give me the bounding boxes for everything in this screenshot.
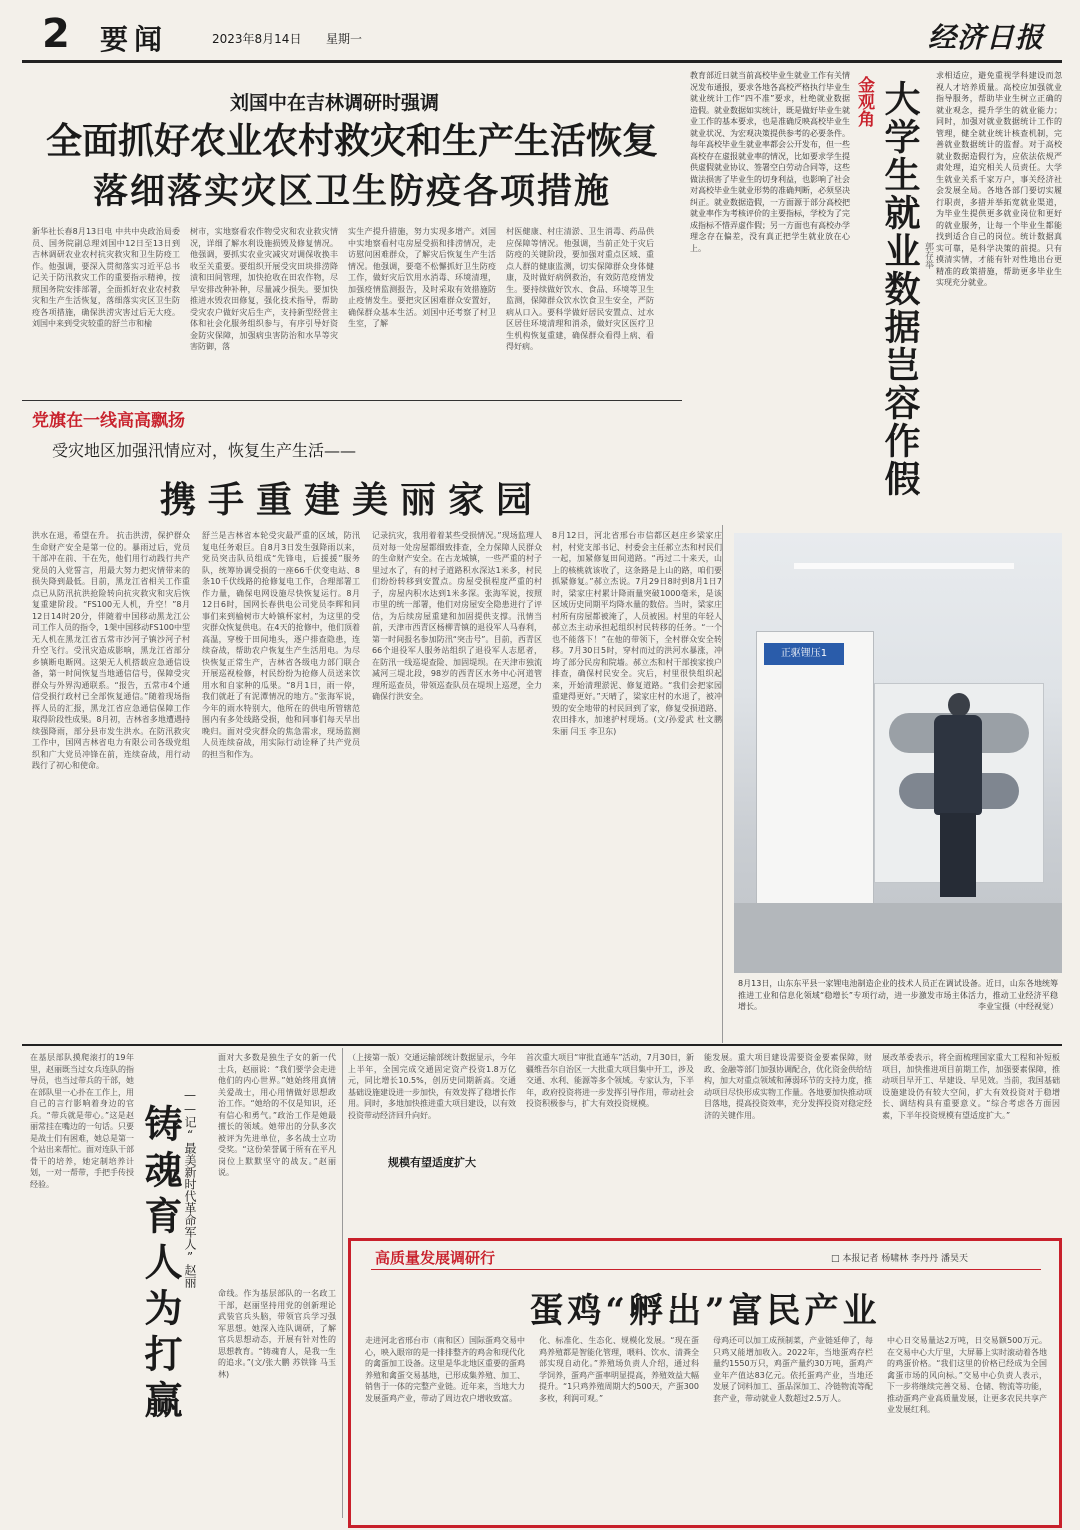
feature-headline: 蛋鸡“孵出”富民产业 [529, 1291, 881, 1331]
machine-housing [756, 631, 874, 911]
party-banner: 党旗在一线高高飘扬 [32, 411, 185, 431]
middle-col-3: 能发展。重大项目建设需要资金要素保障，财政、金融等部门加强协调配合，优化资金供给结构，加大对重点领域和薄弱环节的支持力度，推动项目尽快形成实物工作量。各地要加快推动项目落地，提高投资效率，充分发挥投资对稳定经济的关键作用。 [704, 1053, 872, 1120]
middle-bottom-story [348, 1048, 1062, 1236]
bottom-left-divider [342, 1048, 343, 1518]
commentary-author: 郭存举 [923, 242, 933, 269]
lead-col-2: 树市，实地察看农作物受灾和农业救灾情况，详细了解水利设施损毁及修复情况。他强调，要抓实农业灾减灾对调保收换丰收至关重要。要组织开展受灾田块排涝降渍和田间管理，加快抢收在田农作物，尽早安排改种补种，尽量减少损失。要加快推进水毁农田修复，强化技术指导，帮助受灾农户做好灾后生产，支持新型经营主体和社会化服务组织参与，有序引导好资金防灾保障，加强病虫害防治和水旱等灾害防御，落 [190, 227, 338, 351]
party-col-3: 记录抗灾，我用着着某些受损情况。”现场监理人员对每一处房屋都细致排查，全力保障人民群众的生命财产安全。在古龙城镇，一些严重的村子里过水了，有的村子道路积水深达1米多，村民们纷纷转移到安置点。房屋受损程度严重的村子，房屋内积水达到1米多深。张海军说，按照市里的统一部署，他们对房屋安全隐患进行了评估，为后续房屋重建和加固提供支撑。汛情当前，天津市西青区杨柳青镇的退役军人马春利，第一时间报名参加防汛“突击号”。目前，西青区66个退役军人服务站组织了退役军人志愿者，在防汛一线巡堤查险、加固堤坝。在天津市独流减河三堤北段，98岁的西青区水务中心河道管理所巡查员，带领巡查队员在堤坝上巡逻，全力确保行洪安全。 [372, 531, 542, 701]
newspaper-logo: 经济日报 [928, 21, 1045, 54]
bottom-left-col-3: 命线。作为基层部队的一名政工干部，赵丽坚持用党的创新理论武装官兵头脑，带领官兵学习强军思想。她深入连队调研，了解官兵思想动态，开展有针对性的思想教育。“铸魂育人，是我一生的追求。”(文/张大鹏 苏铁锋 马玉林) [218, 1289, 336, 1379]
feature-col-4: 中心日交易量达2万吨，日交易额500万元。在交易中心大厅里，大屏幕上实时滚动着各地的鸡蛋价格。“我们这里的价格已经成为全国禽蛋市场的风向标。”交易中心负责人表示，下一步将继续完善交易、仓储、物流等功能，推动蛋鸡产业高质量发展，让更多农民共享产业发展红利。 [887, 1336, 1047, 1414]
weekday: 星期一 [326, 32, 363, 46]
machine-base [734, 903, 1062, 973]
issue-date: 2023年8月14日 [212, 32, 302, 46]
feature-col-1: 走进河北省邢台市（南和区）国际蛋鸡交易中心，映入眼帘的是一排排整齐的鸡舍和现代化的禽蛋加工设备。这里是华北地区重要的蛋鸡养殖和禽蛋交易基地，已形成集养殖、加工、销售于一体的完整产业链。近年来，当地大力发展蛋鸡产业，带动了周边农户增收致富。 [365, 1336, 525, 1403]
lead-col-1: 新华社长春8月13日电 中共中央政治局委员、国务院副总理刘国中12日至13日到吉林调研农业农村抗灾救灾和卫生防疫工作。他强调，要深入贯彻落实习近平总书记关于防汛救灾工作的重要指示精神，按照国务院安排部署，全面抓好农业农村救灾和生产生活恢复，落细落实灾区卫生防疫各项措施，确保洪涝灾害过后无大疫。刘国中来到受灾较重的舒兰市和榆 [32, 227, 180, 328]
middle-subhead: 规模有望适度扩大 [388, 1156, 476, 1169]
photo-credit: 李业宝摄（中经视觉） [978, 1002, 1058, 1011]
party-kicker: 受灾地区加强汛情应对，恢复生产生活—— [52, 441, 357, 460]
party-col-1: 洪水在退，希望在升。 抗击洪涝，保护群众生命财产安全是第一位的。暴雨过后，党员干部冲在前、干在先，他们用行动践行共产党员的入党誓言，用最大努力把灾情带来的损失降到最低。目前，黑龙江省相关工作重点已从防汛抗洪抢险转向抗灾救灾和灾后恢复重建阶段。“FS100无人机，升空！”8月12日14时20分，伴随着中国移动黑龙江公司工作人员的指令，1架中国移动FS100中型无人机在黑龙江省五常市沙河子镇沙河子村升空飞行。受汛灾造成影响，黑龙江省部分乡镇断电断网。这架无人机搭载应急通信设备，第一时间恢复当地通信信号，保障受灾群众与外界沟通联系。“报告，五常市4个通信受损行政村已全部恢复通信。”随着现场指挥人员的汇报，黑龙江省应急通信保障工作取得阶段性成果。8月初，吉林省多地遭遇持续强降雨，部分县市发生洪水。在防汛救灾工作中，国网吉林省电力有限公司各级党组织和广大党员冲锋在前，连续奋战，用行动践行了初心和使命。 [32, 531, 190, 770]
lead-kicker: 刘国中在吉林调研时强调 [230, 92, 440, 114]
commentary [690, 66, 1062, 532]
feature-banner: 高质量发展调研行 [375, 1249, 496, 1267]
factory-photo [734, 533, 1062, 973]
bottom-left-story [22, 1048, 340, 1518]
middle-col-4: 展改革委表示，将全面梳理国家重大工程和补短板项目，加快推进项目前期工作，加强要素保障，推动项目早开工、早建设、早见效。当前，我国基础设施建设仍有较大空间，扩大有效投资对于稳增长、调结构具有重要意义。“综合考虑各方面因素，下半年投资规模有望适度扩大。” [882, 1053, 1060, 1120]
lead-headline-2: 落细落实灾区卫生防疫各项措施 [92, 172, 611, 212]
lead-bottom-rule [22, 400, 682, 401]
commentary-headline: 大学生就业数据岂容作假 [879, 80, 921, 498]
middle-col-1: （上接第一版）交通运输部统计数据显示，今年上半年，全国完成交通固定资产投资1.8万亿元，同比增长10.5%，创历史同期新高。交通基础设施建设进一步加快，有效发挥了稳增长作用。同时，多地加快推进重大项目建设，以有效投资带动经济回升向好。 [348, 1053, 516, 1120]
lead-col-4: 村医健康、村庄清淤、卫生消毒、药品供应保障等情况。他强调，当前正处于灾后防疫的关键阶段，要加强对重点区域、重点人群的健康监测，切实保障群众身体健康，及时做好病例救治，有效防范疫情发生。要持续做好饮水、食品、环境等卫生监测，保障群众饮水饮食卫生安全，严防病从口入。要科学做好居民安置点、过水区居住环境清理和消杀，做好灾区医疗卫生机构恢复重建，确保群众看得上病、看得好病。 [506, 227, 654, 351]
bottom-left-headline: 铸魂育人为打赢 [138, 1104, 183, 1426]
worker-body [934, 715, 982, 815]
photo-caption [738, 978, 1058, 1030]
lead-headline-1: 全面抓好农业农村救灾和生产生活恢复 [45, 121, 658, 162]
lead-col-3: 实生产提升措施，努力实现多增产。刘国中实地察看村屯房屋受损和排涝情况，走访慰问困难群众，了解灾后恢复生产生活情况。他强调，要毫不松懈抓好卫生防疫工作，做好灾后饮用水消毒、环境清理，加强疫情监测报告，及时采取有效措施防止疫情发生。要把灾区困难群众安置好，确保群众基本生活。刘国中还考察了村卫生室，了解 [348, 227, 496, 328]
feature-col-3: 母鸡还可以加工成预制菜，产业链延伸了，每只鸡又能增加收入。2022年，当地蛋鸡存栏量约1550万只，鸡蛋产量约30万吨，蛋鸡产业年产值达83亿元。依托蛋鸡产业，当地还发展了饲料加工、蛋品深加工、冷链物流等配套产业，带动就业人数超过2.5万人。 [713, 1336, 873, 1403]
section-name: 要闻 [100, 23, 169, 56]
party-story [22, 402, 732, 1042]
masthead [0, 0, 1080, 62]
commentary-col-2: 求相适应，避免重视学科建设而忽视人才培养质量。高校应加强就业指导服务，帮助毕业生树立正确的就业观念，提升学生的就业能力；同时，加强对就业数据统计工作的管理，健全就业统计核查机制，完善就业数据统计的监督。对于高校就业数据造假行为，应依法依规严肃处理，追究相关人员责任。大学生就业关系千家万户，事关经济社会发展全局。各地各部门要切实履行职责，多措并举拓宽就业渠道，为毕业生提供更多就业岗位和更好的就业服务，让每一个毕业生都能找到适合自己的岗位。统计数据真实可靠，是科学决策的前提。只有摸清实情，才能有针对性地出台更精准的政策措施，帮助更多毕业生实现充分就业。 [936, 71, 1062, 287]
machine-sign: 正驱锂压1 [764, 643, 844, 665]
feature-box [348, 1238, 1062, 1528]
feature-banner-rule [371, 1269, 1041, 1270]
commentary-tag: 金观角 [854, 76, 874, 127]
feature-byline: □ 本报记者 杨啸林 李丹丹 潘昊天 [831, 1254, 968, 1264]
worker-head [948, 693, 970, 717]
party-col-4: 8月12日，河北省邢台市信都区赵庄乡梁家庄村，村党支部书记、村委会主任郝立杰和村民们一起，加紧修复田间道路。“再过二十来天，山上的核桃就该收了，这条路是上山的路，咱们要抓紧修复。”郝立杰说。7月29日8时到8月1日7时，梁家庄村累计降雨量突破1000毫米，是该区域历史同期平均降水量的数倍。当时，梁家庄村所有房屋都被淹了，人员被困。村里的年轻人郝立杰主动承担起组织村民转移的任务。“一个也不能落下！”在他的带领下，全村群众安全转移。7月30日5时，穿村而过的洪河水暴涨，冲垮了部分民房和院墙。郝立杰和村干部挨家挨户排查，确保村民安全。灾后，村里很快组织起来，开始清理淤泥、修复道路。“我们会把家园重建得更好。”天晴了，梁家庄村的水退了，被冲毁的安全地带的村民回到了家，修复受损道路、农田排水，加速护村现场。(文/孙爱武 杜文鹏 朱丽 闫玉 李卫东) [552, 531, 722, 736]
page-number: 2 [42, 11, 70, 57]
upper-lower-rule [22, 1044, 1062, 1046]
bottom-left-subhead: ——记“最美新时代革命军人”赵丽 [183, 1088, 197, 1288]
middle-col-2: 首次重大项目“审批直通车”活动，7月30日，新疆维吾尔自治区一大批重大项目集中开工，涉及交通、水利、能源等多个领域。专家认为，下半年，政府投资将进一步发挥引导作用，带动社会投资积极参与，扩大有效投资规模。 [526, 1053, 694, 1108]
bottom-left-col-2: 面对大多数是独生子女的新一代士兵，赵丽说：“我们要学会走进他们的内心世界。”她始终用真情关爱战士，用心用情做好思想政治工作。“她给的不仅是知识，还有信心和勇气。”政治工作是她最擅长的领域。她带出的分队多次被评为先进单位，多名战士立功受奖。“这份荣誉属于所有在平凡岗位上默默坚守的战友。”赵丽说。 [218, 1053, 336, 1177]
party-col-divider [722, 525, 723, 1043]
lead-story [22, 66, 682, 401]
bottom-left-col-1: 在基层部队摸爬滚打的19年里，赵丽既当过女兵连队的指导员，也当过带兵的干部，她在部队里一心扑在工作上，用自己的言行影响着身边的官兵。“带兵就是带心。”这是赵丽常挂在嘴边的一句话。只要是战士们有困难，她总是第一个站出来帮忙。面对连队干部骨干的培养，她定制培养计划，一对一帮带，手把手传授经验。 [30, 1053, 134, 1189]
party-headline: 携手重建美丽家园 [159, 479, 544, 521]
feature-col-2: 化、标准化、生态化、规模化发展。“现在蛋鸡养殖都是智能化管理，喂料、饮水、清粪全部实现自动化。”养殖场负责人介绍，通过科学饲养，蛋鸡产蛋率明显提高，养殖效益大幅提升。“1只鸡养殖周期大约500天，产蛋300多枚，利润可观。” [539, 1336, 699, 1403]
middle-col-1b [348, 1174, 516, 1230]
photo-caption-text: 8月13日，山东东平县一家锂电池制造企业的技术人员正在调试设备。近日，山东各地统筹推进工业和信息化领域“稳增长”专项行动，进一步激发市场主体活力，推动工业经济平稳增长。 [738, 979, 1058, 1011]
worker-legs [940, 813, 976, 897]
ceiling-light [794, 563, 1014, 569]
masthead-rule [22, 60, 1062, 63]
party-col-2: 舒兰是吉林省本轮受灾最严重的区域，防汛复电任务艰巨。自8月3日发生强降雨以来，党员突击队员组成“先锋电，后援援”服务队，统筹协调受损的一座66千伏变电站、8条10千伏线路的抢修复电工作，合理部署工作力量，确保电网设施尽快恢复运行。8月12日6时，国网长春供电公司党员李辉和同事们来到榆树市大岭镇杯家村，为这里的受灾群众恢复供电。在4天的抢修中，他们顶着高温，穿梭于田间地头，逐户排查隐患，连续奋战，帮助农户恢复生产生活用电。为尽快恢复正常生产，吉林省各级电力部门联合开展巡视检修，村民纷纷为抢修人员送来饮用水和自家种的瓜果。“8月1日，雨一停，我们就赶了有泥潭情况的地方。”张海军说，今年的雨水特别大，他所在的供电所管辖范围内有多处线路受损，他和同事们每天早出晚归。面对受灾群众的焦急需求，现场监测人员连续奋战，用实际行动诠释了共产党员的担当和作为。 [202, 531, 360, 759]
commentary-col-1: 教育部近日就当前高校毕业生就业工作有关情况发布通报，要求各地各高校严格执行毕业生就业统计工作“四不准”要求，杜绝就业数据造假。就业数据如实统计，既是做好毕业生就业工作的基本要求，也是准确反映高校毕业生就业状况、为宏观决策提供参考的必要条件。每年高校毕业生就业率都会公开发布，但一些高校存在虚报就业率的情况，比如要求学生提供虚假就业协议、签署空白劳动合同等，这些做法损害了毕业生的切身利益，也影响了社会对高校毕业生就业形势的准确判断，必须坚决纠正。就业数据造假，一方面源于部分高校把就业率作为考核评价的主要指标，学校为了完成指标不惜弄虚作假；另一方面也有高校办学理念存在偏差，没有真正把学生就业放在心上。 [690, 71, 850, 253]
